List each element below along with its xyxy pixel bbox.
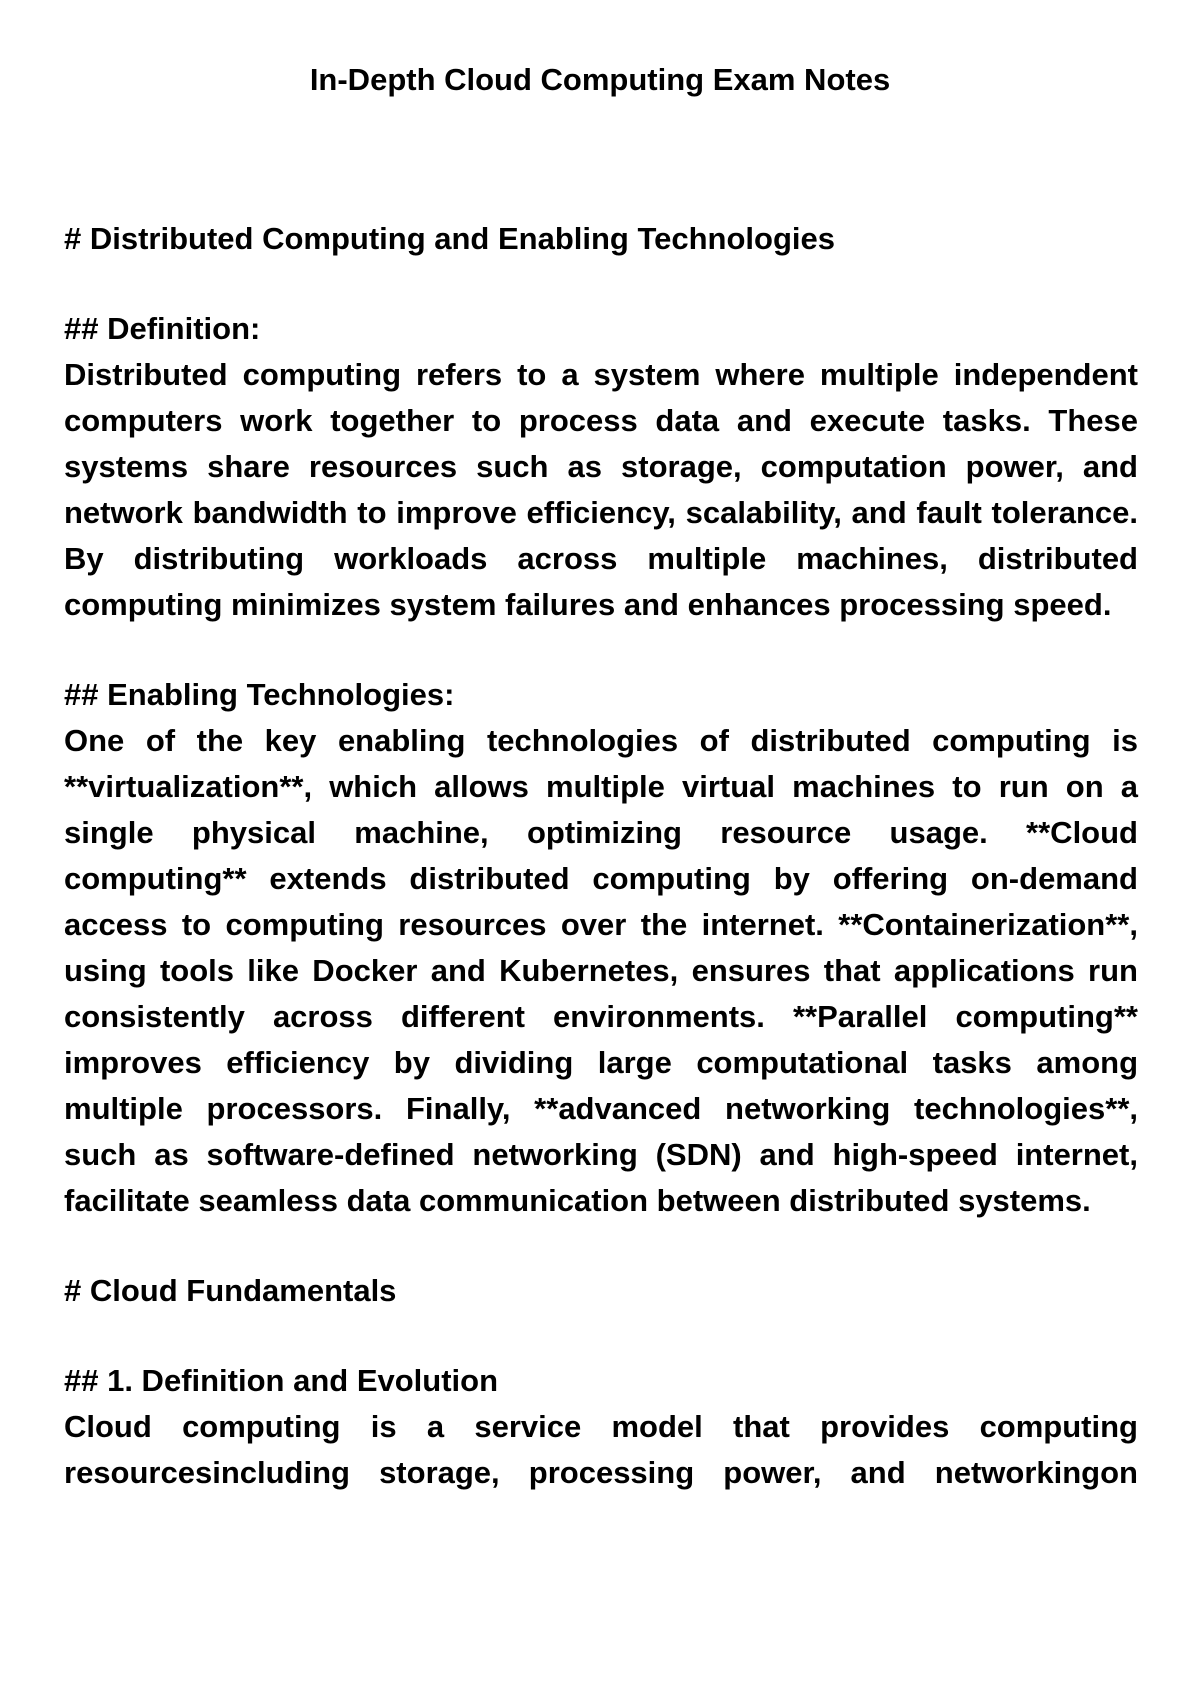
section-heading-cloud-fundamentals: # Cloud Fundamentals <box>64 1273 397 1308</box>
paragraph-definition: Distributed computing refers to a system where multiple independent computers work together to process data and execute tasks. These systems share resources such as storage, computation power, and network bandwidth to improve efficiency, scalability, and fault tolerance. By distributing workloads across multiple machines, distributed computing minimizes system failures and enhances processing speed. <box>64 357 1138 622</box>
paragraph-definition-evolution: Cloud computing is a service model that provides computing resourcesincluding storage, processing power, and networkingon <box>64 1409 1138 1490</box>
paragraph-enabling-technologies: One of the key enabling technologies of distributed computing is **virtualization**, which allows multiple virtual machines to run on a single physical machine, optimizing resource usage. **Cloud computing** extends distributed computing by offering on-demand access to computing resources over the internet. **Containerization**, using tools like Docker and Kubernetes, ensures that applications run consistently across different environments. **Parallel computing** improves efficiency by dividing large computational tasks among multiple processors. Finally, **advanced networking technologies**, such as software-defined networking (SDN) and high-speed internet, facilitate seamless data communication between distributed systems. <box>64 723 1138 1218</box>
subsection-heading-definition: ## Definition: <box>64 311 261 346</box>
subsection-heading-enabling-technologies: ## Enabling Technologies: <box>64 677 455 712</box>
section-heading-distributed-computing: # Distributed Computing and Enabling Technologies <box>64 221 835 256</box>
subsection-heading-definition-evolution: ## 1. Definition and Evolution <box>64 1363 499 1398</box>
document-title: In-Depth Cloud Computing Exam Notes <box>309 62 891 97</box>
document-body <box>64 216 1138 1496</box>
